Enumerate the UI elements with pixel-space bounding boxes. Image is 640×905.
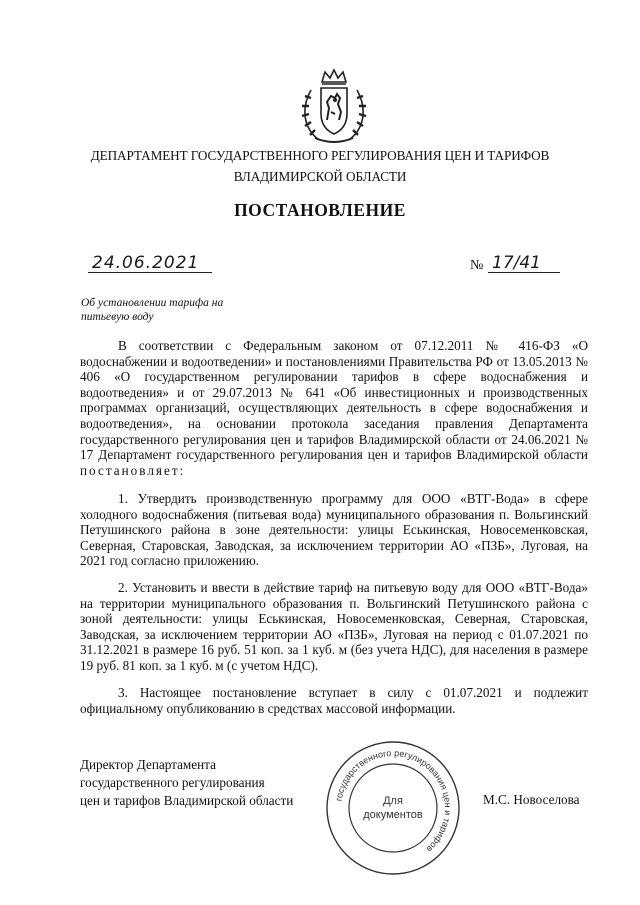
decides-word: постановляет: xyxy=(80,462,186,478)
subject-line1: Об установлении тарифа на xyxy=(81,297,224,309)
clause-3 xyxy=(80,685,588,716)
signer-name: М.С. Новоселова xyxy=(483,792,580,807)
coat-of-arms-icon xyxy=(297,68,371,146)
document-date-value: 24.06.2021 xyxy=(92,253,200,273)
date-underline xyxy=(88,272,212,273)
document-number-value: 17/41 xyxy=(492,253,541,273)
clause-1-text: 1. Утвердить производственную программу для ООО «ВТГ-Вода» в сфере холодного водоснабжения (питьевая вода) муниципального образования п. Вольгинский Петушинского района в зоне деятельности: улицы Еськинская, Новосеменковская, Северная, Старовская, Заводская, за исключением территории АО «ПЗБ», Луговая, на 2021 год согласно приложению. xyxy=(80,491,588,569)
department-name-line1: ДЕПАРТАМЕНТ ГОСУДАРСТВЕННОГО РЕГУЛИРОВАНИЯ ЦЕН И ТАРИФОВ xyxy=(90,148,550,163)
department-name-line2: ВЛАДИМИРСКОЙ ОБЛАСТИ xyxy=(233,169,407,184)
document-number xyxy=(492,253,541,273)
stamp-center-line1: Для xyxy=(383,795,403,807)
clause-3-text: 3. Настоящее постановление вступает в силу с 01.07.2021 и подлежит официальному опубликованию в средствах массовой информации. xyxy=(80,685,588,716)
position-line2: государственного регулирования xyxy=(80,775,265,790)
preamble-paragraph xyxy=(80,338,588,478)
official-seal xyxy=(323,738,463,878)
number-underline xyxy=(488,272,560,273)
preamble-text: В соответствии с Федеральным законом от 07.12.2011 № 416-ФЗ «О водоснабжении и водоотведении» и постановлениями Правительства РФ от 13.05.2013 № 406 «О государственном регулировании тарифов в сфере водоснабжения и водоотведения» и от 29.07.2013 № 641 «Об инвестиционных и производственных программах организаций, осуществляющих деятельность в сфере водоснабжения и водоотведения», на основании протокола заседания правления Департамента государственного регулирования цен и тарифов Владимирской области от 24.06.2021 № 17 Департамент государственного регулирования цен и тарифов Владимирской области xyxy=(80,338,588,463)
document-subject xyxy=(81,296,281,324)
signatory-position xyxy=(80,756,293,810)
stamp-center-line2: документов xyxy=(363,809,423,821)
clause-1 xyxy=(80,491,588,569)
subject-line2: питьевую воду xyxy=(81,311,154,323)
stamp-ring-text: государственного регулирования цен и тарифов xyxy=(333,747,454,855)
clause-2-text: 2. Установить и ввести в действие тариф на питьевую воду для ООО «ВТГ-Вода» на территории муниципального образования п. Вольгинский Петушинского района с зоной деятельности: улицы Еськинская, Новосеменковская, Северная, Старовская, Заводская, за исключением территории АО «ПЗБ», Луговая на период с 01.07.2021 по 31.12.2021 в размере 16 руб. 51 коп. за 1 куб. м (без учета НДС), для населения в размере 19 руб. 81 коп. за 1 куб. м (с учетом НДС). xyxy=(80,580,588,673)
position-line1: Директор Департамента xyxy=(80,757,216,772)
number-sign: № xyxy=(470,258,484,273)
clause-2 xyxy=(80,580,588,674)
document-date xyxy=(92,253,210,273)
position-line3: цен и тарифов Владимирской области xyxy=(80,793,294,808)
document-title: ПОСТАНОВЛЕНИЕ xyxy=(234,200,406,220)
